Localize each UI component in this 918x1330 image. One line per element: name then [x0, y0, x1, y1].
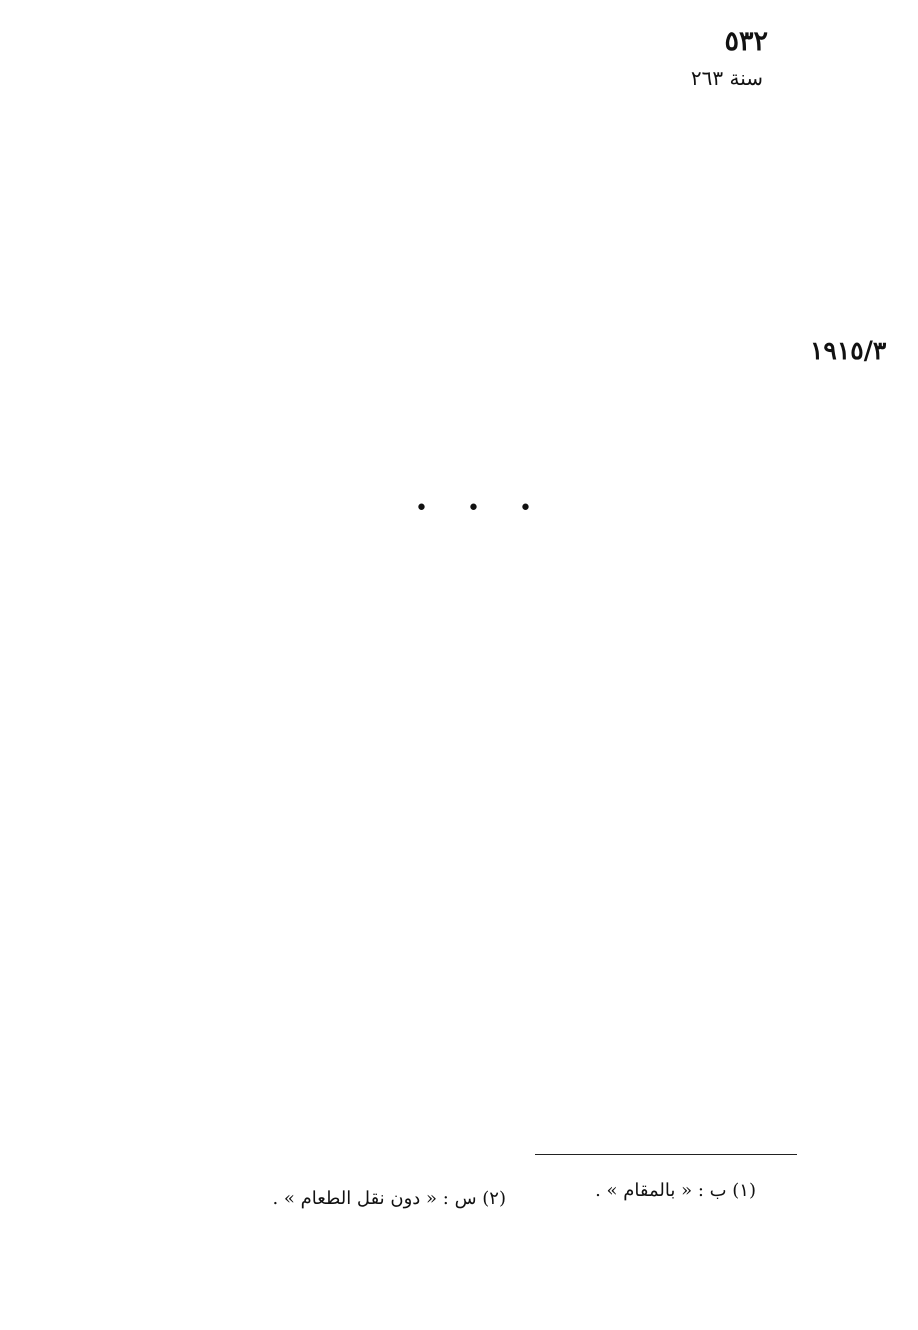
page-number: ٥٣٢ — [724, 26, 768, 57]
footnote-1: (١) ب : « بالمقام » . — [595, 1180, 756, 1201]
running-header-year: سنة ٢٦٣ — [690, 66, 763, 90]
section-separator: • • • — [415, 496, 548, 521]
footnote-divider — [535, 1154, 797, 1155]
footnote-2: (٢) س : « دون نقل الطعام » . — [272, 1188, 506, 1209]
margin-reference: ١٩١٥/٣ — [810, 336, 887, 365]
